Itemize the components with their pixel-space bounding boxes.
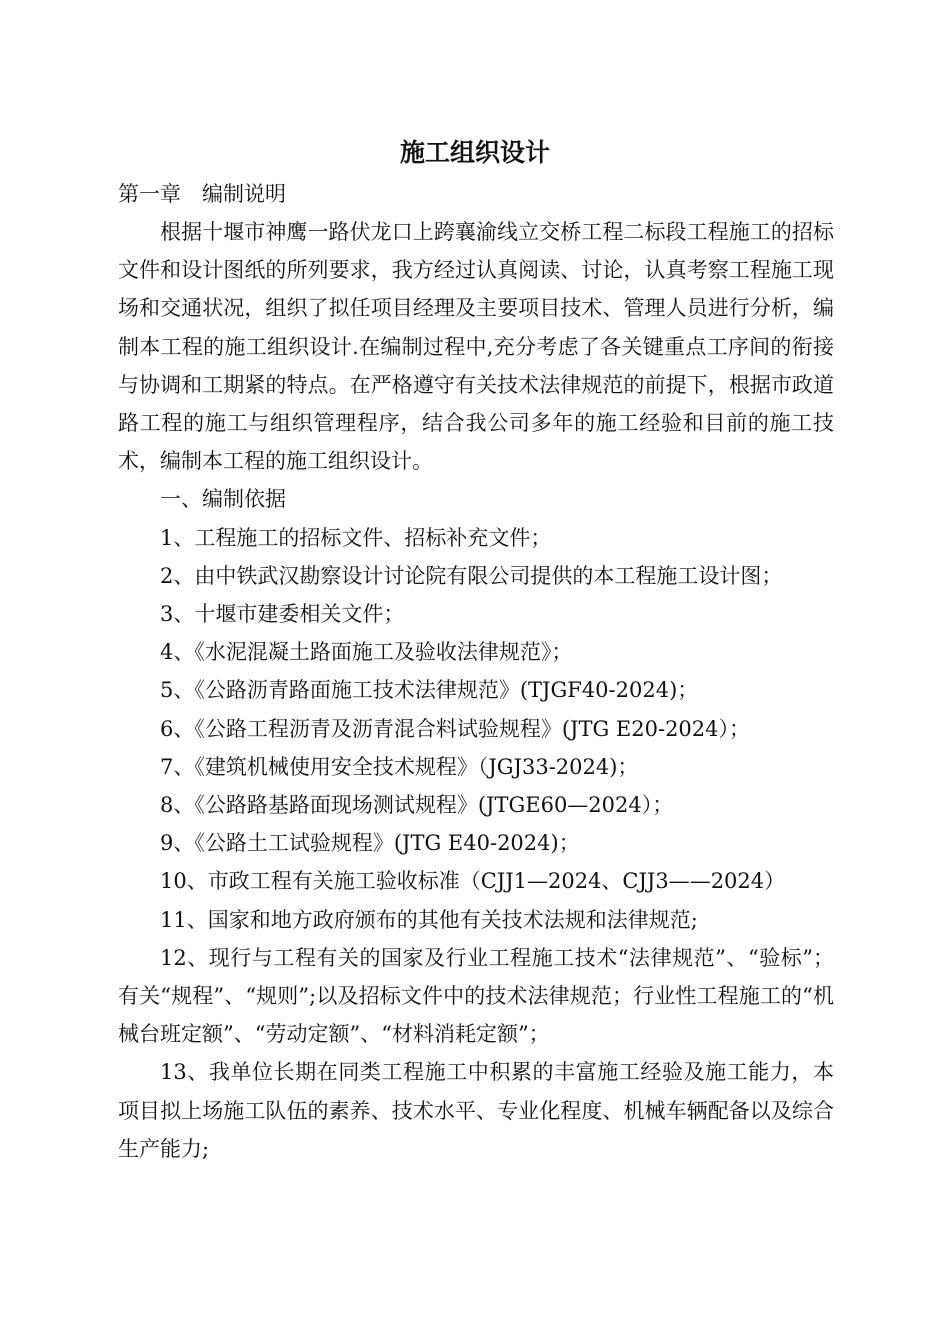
basis-item-10: 10、市政工程有关施工验收标准（CJJ1—2024、CJJ3——2024） bbox=[160, 869, 786, 894]
basis-item-1: 1、工程施工的招标文件、招标补充文件； bbox=[160, 525, 552, 550]
basis-item-2: 2、由中铁武汉勘察设计讨论院有限公司提供的本工程施工设计图； bbox=[160, 563, 783, 588]
section-heading: 一、编制依据 bbox=[160, 487, 286, 512]
basis-item-9: 9、《公路土工试验规程》(JTG E40-2024)； bbox=[160, 831, 580, 856]
basis-item-8: 8、《公路路基路面现场测试规程》(JTGE60—2024）； bbox=[160, 793, 674, 818]
basis-item-11: 11、国家和地方政府颁布的其他有关技术法规和法律规范; bbox=[160, 907, 698, 932]
basis-item-6: 6、《公路工程沥青及沥青混合料试验规程》(JTG E20-2024）； bbox=[160, 716, 751, 741]
basis-item-5: 5、《公路沥青路面施工技术法律规范》(TJGF40-2024)； bbox=[160, 678, 699, 703]
intro-paragraph: 根据十堰市神鹰一路伏龙口上跨襄渝线立交桥工程二标段工程施工的招标文件和设计图纸的所列要求，我方经过认真阅读、讨论，认真考察工程施工现场和交通状况，组织了拟任项目经理及主要项目技术、管理人员进行分析，编制本工程的施工组织设计.在编制过程中,充分考虑了各关键重点工序间的衔接与协调和工期紧的特点。在严格遵守有关技术法律规范的前提下，根据市政道路工程的施工与组织管理程序，结合我公司多年的施工经验和目前的施工技术，编制本工程的施工组织设计。 bbox=[118, 220, 834, 474]
basis-item-4: 4、《水泥混凝土路面施工及验收法律规范》； bbox=[160, 640, 573, 665]
document-body bbox=[118, 213, 834, 1168]
document-title: 施工组织设计 bbox=[399, 138, 550, 167]
basis-item-7: 7、《建筑机械使用安全技术规程》（JGJ33-2024)； bbox=[160, 754, 639, 779]
basis-item-13: 13、我单位长期在同类工程施工中积累的丰富施工经验及施工能力，本项目拟上场施工队伍的素养、技术水平、专业化程度、机械车辆配备以及综合生产能力; bbox=[118, 1060, 834, 1161]
chapter-heading: 第一章 编制说明 bbox=[118, 182, 286, 206]
basis-item-12: 12、现行与工程有关的国家及行业工程施工技术“法律规范”、“验标”；有关“规程”、“规则”;以及招标文件中的技术法律规范；行业性工程施工的“机械台班定额”、“劳动定额”、“材料消耗定额”； bbox=[118, 945, 834, 1047]
basis-item-3: 3、十堰市建委相关文件； bbox=[160, 602, 405, 627]
